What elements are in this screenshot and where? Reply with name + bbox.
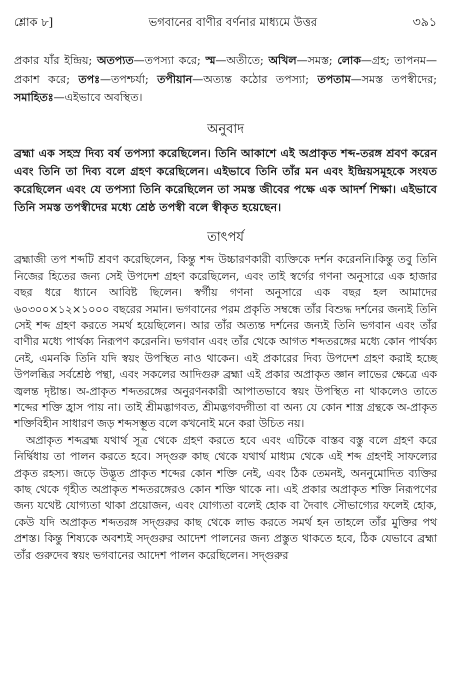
synonym-meaning: —এইভাবে অবস্থিত। <box>53 91 143 104</box>
translation-text: ব্রহ্মা এক সহস্র দিব্য বর্ষ তপস্যা করেছিলেন। তিনি আকাশে এই অপ্রাকৃত শব্দ-তরঙ্গ শ্রবণ করেন এবং তিনি তা দিব্য বলে গ্রহণ করেছিলেন। এইভাবে তিনি তাঁর মন এবং ইন্দ্রিয়সমূহকে সংযত করেছিলেন এবং যে তপস্যা তিনি করেছিলেন তা সমস্ত জীবের পক্ষে এক আদর্শ শিক্ষা। এইভাবে তিনি সমস্ত তপস্বীদের মধ্যে শ্রেষ্ঠ তপস্বী বলে স্বীকৃত হয়েছেন। <box>14 145 437 215</box>
synonym-meaning: —সমস্ত তপস্বীদের; <box>350 72 437 86</box>
synonym-meaning: —অতীতে; <box>215 54 269 67</box>
synonym-term: অখিল <box>268 54 297 67</box>
synonym-term: তপঃ <box>78 72 100 86</box>
synonym-term: অতপ্যত <box>96 54 134 67</box>
synonym-meaning: —তপশ্চর্যা; <box>99 72 158 86</box>
synonym-meaning: —সমস্ত; <box>296 54 338 67</box>
purport-heading: তাৎপর্য <box>207 230 244 246</box>
synonym-term: লোক <box>337 54 361 67</box>
chapter-title: ভগবানের বাণীর বর্ণনার মাধ্যমে উত্তর <box>148 15 318 29</box>
synonym-meaning: —অত্যন্ত কঠোর তপস্যা; <box>192 72 318 86</box>
synonym-meaning: প্রকার যাঁর ইন্দ্রিয়; <box>14 54 97 67</box>
synonym-term: তপতাম <box>317 72 351 86</box>
synonym-term: সমাহিতঃ <box>14 91 54 104</box>
synonym-meaning: —তপস্যা করে; <box>133 54 206 67</box>
purport-paragraph: অপ্রাকৃত শব্দব্রহ্ম যথার্থ সূত্র থেকে গ্রহণ করতে হবে এবং এটিকে বাস্তব বস্তু বলে গ্রহণ করে নির্দ্বিধায় তা পালন করতে হবে। সদ্গুরু কাছ থেকে যথার্থ মাধ্যম থেকে এই শব্দ গ্রহণই সাফল্যের প্রকৃত রহস্য। জড়ে উদ্ভূত প্রাকৃত শব্দের কোন শক্তি নেই, এবং ঠিক তেমনই, অননুমোদিত ব্যক্তির কাছ থেকে গৃহীত অপ্রাকৃত শব্দতরঙ্গেরও কোন শক্তি থাকে না। এই প্রকার অপ্রাকৃত শক্তি নিরূপণের জন্য যথেষ্ট যোগ্যতা থাকা প্রয়োজন, এবং যোগ্যতা বলেই হোক বা দৈবাৎ সৌভাগ্যের ফলেই হোক, কেউ যদি অপ্রাকৃত শব্দতরঙ্গ সদ্গুরুর কাছ থেকে লাভ করতে সমর্থ হন তাহলে তাঁর মুক্তির পথ প্রশস্ত। কিন্তু শিষ্যকে অবশ্যই সদ্গুরুর আদেশ পালনের জন্য প্রস্তুত থাকতে হবে, ঠিক যেভাবে ব্রহ্মা তাঁর গুরুদেব স্বয়ং ভগবানের আদেশ পালন করেছিলেন। সদ্গুরুর <box>14 433 437 562</box>
purport-body <box>14 252 437 564</box>
synonym-term: তপীয়ান <box>157 72 193 86</box>
synonym-term: স্ম <box>205 54 216 67</box>
purport-paragraph: ব্রহ্মাজী তপ শব্দটি শ্রবণ করেছিলেন, কিন্তু শব্দ উচ্চারণকারী ব্যক্তিকে দর্শন করেননি।কিন্তু তবু তিনি নিজের হিতের জন্য সেই উপদেশ গ্রহণ করেছিলেন, এবং তাই স্বর্গের গণনা অনুসারে এক হাজার বছর ধরে ধ্যানে আবিষ্ট ছিলেন। স্বর্গীয় গণনা অনুসারে এক বছর হল আমাদের ৬০৩০০×১২×১০০০ বছরের সমান। ভগবানের পরম প্রকৃতি সম্বন্ধে তাঁর বিশুদ্ধ দর্শনের জন্যই তিনি সেই শব্দ গ্রহণ করতে সমর্থ হয়েছিলেন। আর তাঁর অত্যন্ত দর্শনের জন্যই তিনি ভগবান এবং তাঁর বাণীর মধ্যে পার্থক্য নিরূপণ করেননি। ভগবান এবং তাঁর থেকে আগত শব্দতরঙ্গের মধ্যে কোন পার্থক্য নেই, এমনকি তিনি যদি স্বয়ং উপস্থিত নাও থাকেন। এই প্রকারের দিব্য উপদেশ গ্রহণ করাই হচ্ছে উপলব্ধির সর্বশ্রেষ্ঠ পন্থা, এবং সকলের আদিগুরু ব্রহ্মা এই প্রকার অপ্রাকৃত জ্ঞান লাভের ক্ষেত্রে এক জ্বলন্ত দৃষ্টান্ত। অ-প্রাকৃত শব্দতরঙ্গের অনুরণনকারী আপাতভাবে স্বয়ং উপস্থিত না থাকলেও তাতে শব্দের শক্তি হ্রাস পায় না। তাই শ্রীমদ্ভাগবত, শ্রীমদ্ভগবদ্গীতা বা অন্য যে কোন শাস্ত্র গ্রন্থকে অ-প্রাকৃত শক্তিবিহীন সাধারণ জড় শব্দসম্ভূত বলে কখনোই মনে করা উচিত নয়। <box>14 253 437 431</box>
synonyms-paragraph <box>14 52 437 108</box>
page-number: ৩৯১ <box>412 14 437 29</box>
translation-heading: অনুবাদ <box>207 121 244 137</box>
verse-reference: শ্লোক ৮] <box>14 15 54 29</box>
running-head <box>14 14 437 30</box>
synonym-meaning: —গ্রহ; তাপনম—প্রকাশ করে; <box>14 54 437 86</box>
